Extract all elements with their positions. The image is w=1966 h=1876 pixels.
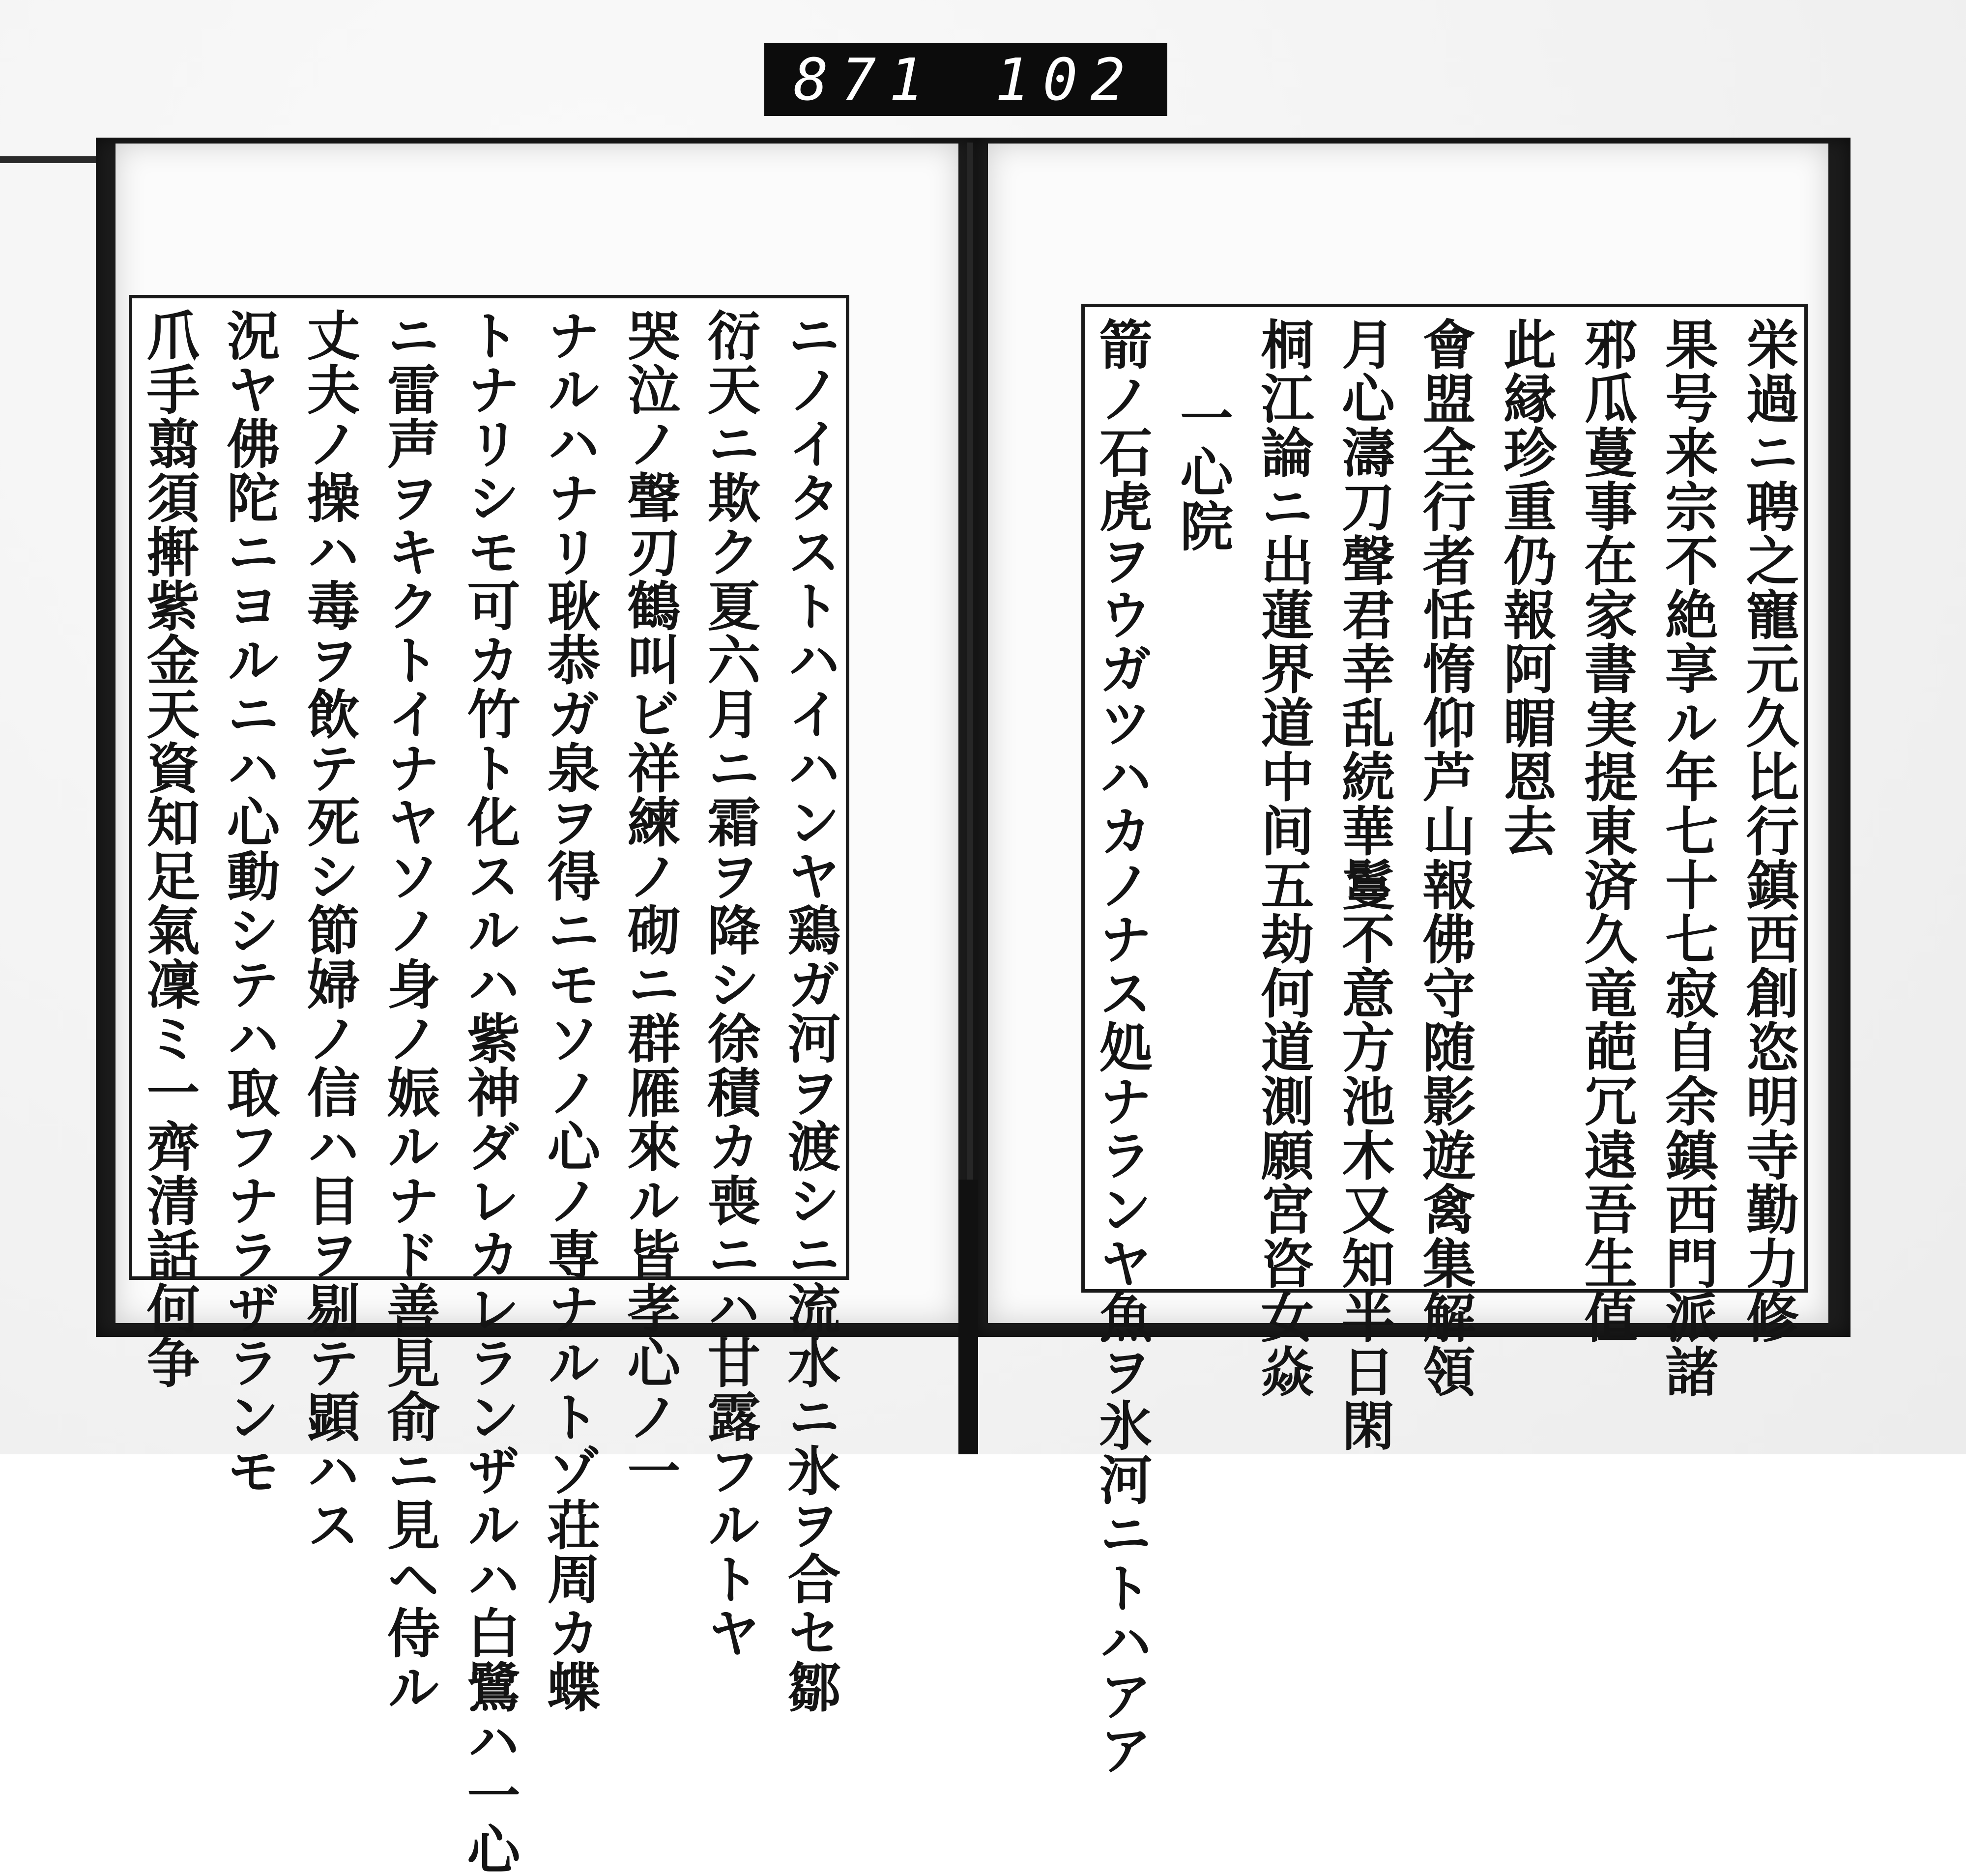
text-column: 爪手翦須搟紫金天資知足氣凜ミ一齊清話何争 — [138, 308, 200, 1389]
text-column: 月心濤刀聲君幸乱続華鬘不意方池木又知半日閑 — [1332, 317, 1395, 1452]
text-column: 栄過ニ聘之寵元久比行鎮西創恣明寺勤力修 — [1737, 317, 1799, 1344]
text-column: 箭ノ石虎ヲウガツハカノナス処ナランヤ魚ヲ氷河ニトハアア — [1090, 317, 1152, 1777]
text-column: 衍天ニ欺ク夏六月ニ霜ヲ降シ徐積カ喪ニハ甘露フルトヤ — [698, 308, 760, 1660]
text-column: トナリシモ可カ竹ト化スルハ紫神ダレカレランザルハ白鷺ハ一心 — [458, 308, 520, 1876]
catalog-label-plate — [764, 43, 1167, 116]
right-text-columns — [1090, 317, 1799, 1777]
text-column: 果号来宗不絶享ル年七十七寂自余鎮西門派諸 — [1656, 317, 1718, 1398]
text-column: 丈夫ノ操ハ毒ヲ飲テ死シ節婦ノ信ハ目ヲ剔テ顕ハス — [298, 308, 360, 1552]
book-spine — [958, 1180, 978, 1454]
text-column: 邪瓜蔓事在家書実提東済久竜葩冗遠吾生值 — [1575, 317, 1637, 1344]
right-text-frame — [1081, 304, 1808, 1777]
text-column: 會盟全行者恬惰仰芦山報佛守随影遊禽集解領 — [1414, 317, 1475, 1398]
text-column: 況ヤ佛陀ニヨルニハ心動シテハ取フナラザランモ — [218, 308, 280, 1498]
text-column: 此縁珍重仍報阿睸恩去 — [1494, 317, 1557, 858]
text-column: ニ雷声ヲキクトイナヤソノ身ノ娠ルナド善見俞ニ見ヘ侍ル — [378, 308, 440, 1714]
catalog-number-right: 102 — [995, 46, 1138, 114]
left-text-frame — [129, 295, 849, 1876]
text-column: ナルハナリ耿恭ガ泉ヲ得ニモソノ心ノ専ナルトゾ荘周カ蝶 — [538, 308, 600, 1714]
section-heading: 一心院 — [1171, 391, 1233, 553]
text-column: 哭泣ノ聲刃鶴叫ビ祥練ノ砌ニ群雁來ル皆孝心ノ一 — [618, 308, 680, 1498]
text-column: ニノイタストハイハンヤ鶏ガ河ヲ渡シニ流水ニ氷ヲ合セ鄒 — [779, 308, 840, 1714]
book-gutter — [967, 143, 973, 1342]
left-text-columns — [138, 308, 840, 1876]
catalog-number-left: 871 — [793, 46, 937, 114]
text-column: 桐江論ニ出蓮界道中间五劫何道測願宮咨女焱 — [1252, 317, 1314, 1398]
left-edge-rule — [0, 156, 103, 163]
